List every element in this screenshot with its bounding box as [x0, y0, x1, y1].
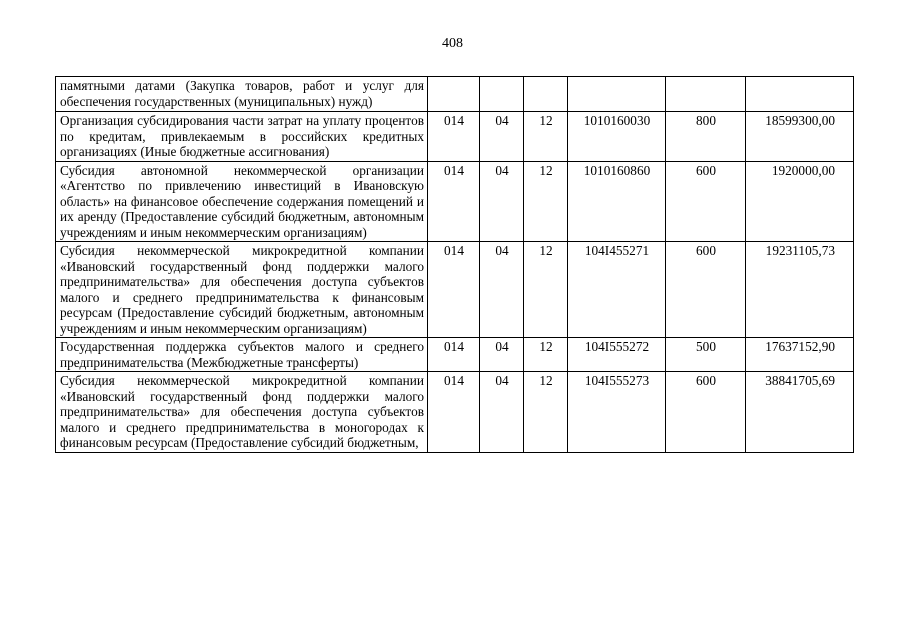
- table-row: [56, 372, 854, 453]
- expense-type-code: 600: [666, 161, 746, 242]
- expense-type-code: [666, 77, 746, 112]
- section-code: 04: [480, 372, 524, 453]
- expense-type-code: 800: [666, 112, 746, 162]
- subsection-code: 12: [524, 372, 568, 453]
- expense-type-code: 500: [666, 338, 746, 372]
- target-article-code: 1010160860: [568, 161, 666, 242]
- ministry-code: 014: [428, 112, 480, 162]
- row-description: памятными датами (Закупка товаров, работ и услуг для обеспечения государственных (муниципальных) нужд): [56, 77, 428, 112]
- section-code: 04: [480, 161, 524, 242]
- ministry-code: 014: [428, 161, 480, 242]
- ministry-code: 014: [428, 338, 480, 372]
- amount: 1920000,00: [746, 161, 854, 242]
- table-row: [56, 242, 854, 338]
- table-row: [56, 338, 854, 372]
- ministry-code: 014: [428, 372, 480, 453]
- target-article-code: 104I555273: [568, 372, 666, 453]
- table-row: [56, 161, 854, 242]
- section-code: [480, 77, 524, 112]
- target-article-code: [568, 77, 666, 112]
- section-code: 04: [480, 242, 524, 338]
- amount: [746, 77, 854, 112]
- table-row: [56, 112, 854, 162]
- target-article-code: 1010160030: [568, 112, 666, 162]
- section-code: 04: [480, 338, 524, 372]
- ministry-code: 014: [428, 242, 480, 338]
- subsection-code: [524, 77, 568, 112]
- amount: 17637152,90: [746, 338, 854, 372]
- page-number: 408: [442, 36, 463, 51]
- subsection-code: 12: [524, 161, 568, 242]
- subsection-code: 12: [524, 338, 568, 372]
- subsection-code: 12: [524, 242, 568, 338]
- row-description: Государственная поддержка субъектов малого и среднего предпринимательства (Межбюджетные трансферты): [56, 338, 428, 372]
- target-article-code: 104I455271: [568, 242, 666, 338]
- budget-table: [55, 76, 854, 453]
- target-article-code: 104I555272: [568, 338, 666, 372]
- row-description: Субсидия автономной некоммерческой организации «Агентство по привлечению инвестиций в Ивановскую область» на финансовое обеспечение содержания помещений и их аренду (Предоставление субсидий бюджетным, автономным учреждениям и иным некоммерческим организациям): [56, 161, 428, 242]
- table-row: [56, 77, 854, 112]
- amount: 18599300,00: [746, 112, 854, 162]
- section-code: 04: [480, 112, 524, 162]
- expense-type-code: 600: [666, 242, 746, 338]
- expense-type-code: 600: [666, 372, 746, 453]
- amount: 38841705,69: [746, 372, 854, 453]
- row-description: Организация субсидирования части затрат на уплату процентов по кредитам, привлекаемым в российских кредитных организациях (Иные бюджетные ассигнования): [56, 112, 428, 162]
- row-description: Субсидия некоммерческой микрокредитной компании «Ивановский государственный фонд поддержки малого предпринимательства» для обеспечения доступа субъектов малого и среднего предпринимательства в моногородах к финансовым ресурсам (Предоставление субсидий бюджетным,: [56, 372, 428, 453]
- amount: 19231105,73: [746, 242, 854, 338]
- ministry-code: [428, 77, 480, 112]
- row-description: Субсидия некоммерческой микрокредитной компании «Ивановский государственный фонд поддержки малого предпринимательства» для обеспечения доступа субъектов малого и среднего предпринимательства к финансовым ресурсам (Предоставление субсидий бюджетным, автономным учреждениям и иным некоммерческим организациям): [56, 242, 428, 338]
- subsection-code: 12: [524, 112, 568, 162]
